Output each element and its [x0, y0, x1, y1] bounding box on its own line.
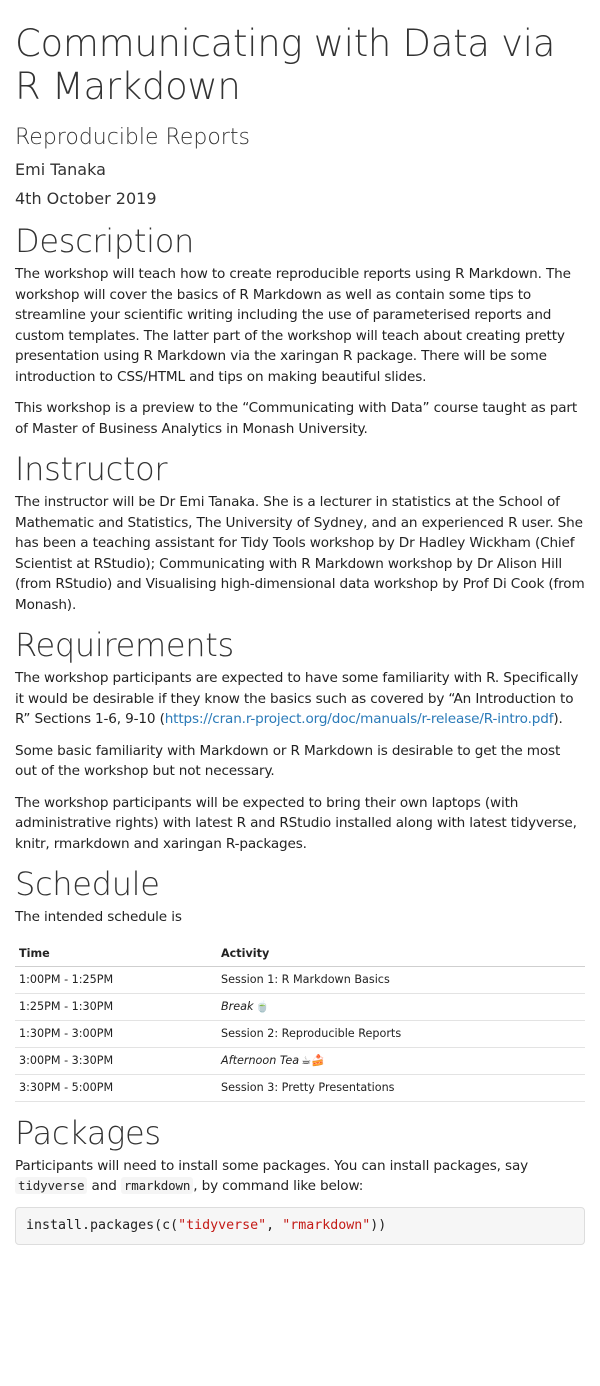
- schedule-table: [15, 938, 585, 1102]
- activity-text: Session 2: Reproducible Reports: [221, 1027, 402, 1040]
- instructor-heading: Instructor: [15, 450, 168, 488]
- schedule-section: [15, 865, 585, 1102]
- activity-cell: [217, 1047, 585, 1074]
- activity-cell: [217, 993, 585, 1020]
- time-cell: 1:25PM - 1:30PM: [15, 993, 217, 1020]
- requirements-text-before-link: The workshop participants are expected to have some familiarity with R. Specifically it would be desirable if they know the basics such as covered by “An Introduction to R” Sections 1-6, 9-10 (: [15, 670, 579, 727]
- packages-text: Participants will need to install some packages. You can install packages, say: [15, 1157, 529, 1174]
- coffee-cake-icon: ☕🍰: [301, 1054, 325, 1067]
- code-block[interactable]: [15, 1207, 585, 1245]
- code-string: "rmarkdown": [282, 1217, 371, 1233]
- packages-section: [15, 1114, 585, 1245]
- description-paragraph-1: The workshop will teach how to create reproducible reports using R Markdown. The workshop will cover the basics of R Markdown as well as contain some tips to streamline your scientific writing including the use of parameterised reports and custom templates. The latter part of the workshop will teach about creating pretty presentation using R Markdown via the xaringan R package. There will be some introduction to CSS/HTML and tips on making beautiful slides.: [15, 266, 571, 385]
- time-cell: 3:30PM - 5:00PM: [15, 1074, 217, 1101]
- description-heading: Description: [15, 222, 194, 260]
- packages-text: and: [87, 1178, 121, 1194]
- requirements-section: [15, 626, 585, 854]
- code-function: install.packages(c(: [26, 1217, 179, 1233]
- activity-text: Break: [221, 1000, 254, 1013]
- table-row: [15, 1020, 585, 1047]
- code-closing: )): [370, 1217, 387, 1233]
- activity-cell: [217, 966, 585, 993]
- packages-paragraph: [15, 1156, 585, 1197]
- inline-code-rmarkdown: rmarkdown: [121, 1177, 193, 1194]
- requirements-paragraph-3: The workshop participants will be expected to bring their own laptops (with administrative rights) with latest R and RStudio installed along with latest tidyverse, knitr, rmarkdown and xaringan R-packages.: [15, 794, 577, 852]
- activity-text: Afternoon Tea: [221, 1054, 300, 1067]
- page-subtitle: Reproducible Reports: [15, 125, 250, 150]
- activity-text: Session 1: R Markdown Basics: [221, 973, 390, 986]
- activity-text: Session 3: Pretty Presentations: [221, 1081, 395, 1094]
- schedule-heading: Schedule: [15, 865, 160, 903]
- date: 4th October 2019: [15, 189, 157, 208]
- activity-cell: [217, 1020, 585, 1047]
- packages-heading: Packages: [15, 1113, 161, 1152]
- requirements-paragraph-1: [15, 668, 585, 730]
- requirements-heading: Requirements: [15, 626, 234, 664]
- time-cell: 1:30PM - 3:00PM: [15, 1020, 217, 1047]
- code-separator: ,: [266, 1217, 283, 1233]
- code-string: "tidyverse": [178, 1217, 267, 1233]
- description-paragraph-2: This workshop is a preview to the “Communicating with Data” course taught as part of Master of Business Analytics in Monash University.: [15, 400, 578, 437]
- instructor-paragraph: The instructor will be Dr Emi Tanaka. She is a lecturer in statistics at the School of Mathematic and Statistics, The University of Sydney, and an experienced R user. She has been a teaching assistant for Tidy Tools workshop by Dr Hadley Wickham (Chief Scientist at RStudio); Communicating with R Markdown workshop by Dr Alison Hill (from RStudio) and Visualising high-dimensional data workshop by Prof Di Cook (from Monash).: [15, 494, 585, 613]
- requirements-text-after-link: ).: [553, 711, 563, 727]
- time-cell: 3:00PM - 3:30PM: [15, 1047, 217, 1074]
- inline-code-tidyverse: tidyverse: [15, 1177, 87, 1194]
- table-row: [15, 993, 585, 1020]
- table-row: [15, 1074, 585, 1101]
- requirements-paragraph-2: Some basic familiarity with Markdown or R Markdown is desirable to get the most out of the workshop but not necessary.: [15, 742, 561, 779]
- description-section: [15, 222, 585, 439]
- activity-cell: [217, 1074, 585, 1101]
- schedule-header-row: [15, 938, 585, 967]
- page-title: Communicating with Data via R Markdown: [15, 22, 556, 108]
- packages-text: , by command like below:: [193, 1178, 364, 1194]
- instructor-section: [15, 450, 585, 615]
- r-intro-link[interactable]: https://cran.r-project.org/doc/manuals/r-release/R-intro.pdf: [164, 711, 554, 727]
- activity-column-header: Activity: [217, 938, 585, 967]
- time-column-header: Time: [15, 938, 217, 967]
- document: [0, 22, 600, 1245]
- tea-cup-icon: 🍵: [255, 1000, 270, 1013]
- time-cell: 1:00PM - 1:25PM: [15, 966, 217, 993]
- author: Emi Tanaka: [15, 160, 106, 179]
- table-row: [15, 1047, 585, 1074]
- table-row: [15, 966, 585, 993]
- schedule-intro: The intended schedule is: [15, 909, 182, 925]
